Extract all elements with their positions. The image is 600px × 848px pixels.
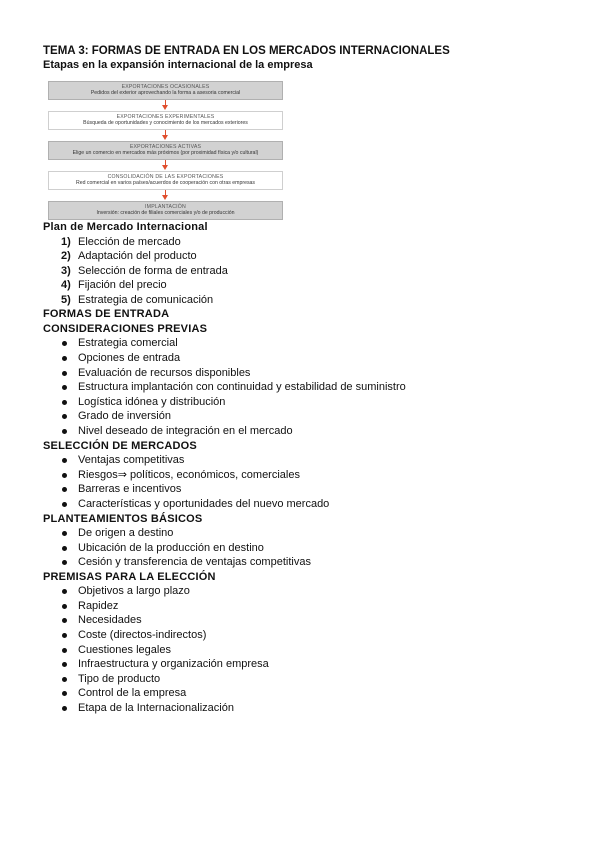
consideraciones-list [43,336,563,438]
list-item: Ventajas competitivas [43,453,563,468]
list-item: Rapidez [43,599,563,614]
stage-description: Red comercial en varios países/acuerdos de cooperación con otras empresas [75,180,256,186]
planteamientos-list [43,526,563,570]
expansion-stages-diagram [48,81,285,220]
stage-name: IMPLANTACIÓN [145,204,186,210]
list-item [43,278,563,293]
stage-description: Elige un comercio en mercados más próximos (por proximidad física y/o cultural) [72,150,259,156]
stage-name: CONSOLIDACIÓN DE LAS EXPORTACIONES [107,174,224,180]
plan-heading: Plan de Mercado Internacional [43,221,208,233]
document-title: TEMA 3: FORMAS DE ENTRADA EN LOS MERCADOS INTERNACIONALES [43,45,450,57]
stage-box [48,81,283,100]
list-item [43,249,563,264]
list-item [43,264,563,279]
list-item: Ubicación de la producción en destino [43,541,563,556]
stage-description: Inversión: creación de filiales comerciales y/o de producción [96,210,235,216]
list-item: Riesgos⇒ políticos, económicos, comerciales [43,468,563,483]
list-item: Tipo de producto [43,672,563,687]
premisas-heading: PREMISAS PARA LA ELECCIÓN [43,570,216,583]
list-item: Barreras e incentivos [43,482,563,497]
down-arrow-icon [48,160,285,171]
list-item: Cuestiones legales [43,643,563,658]
list-item: Opciones de entrada [43,351,563,366]
list-item: Nivel deseado de integración en el mercado [43,424,563,439]
list-item: Infraestructura y organización empresa [43,657,563,672]
list-item: Evaluación de recursos disponibles [43,366,563,381]
planteamientos-heading: PLANTEAMIENTOS BÁSICOS [43,512,203,525]
list-item: De origen a destino [43,526,563,541]
list-item: Logística idónea y distribución [43,395,563,410]
stage-description: Búsqueda de oportunidades y conocimiento de los mercados exteriores [83,120,248,126]
stage-box [48,201,283,220]
list-item: Características y oportunidades del nuevo mercado [43,497,563,512]
list-number: 1) [61,235,71,248]
stage-box [48,171,283,190]
stage-name: EXPORTACIONES ACTIVAS [129,144,202,150]
stage-name: EXPORTACIONES EXPERIMENTALES [116,114,215,120]
premisas-list [43,584,563,715]
down-arrow-icon [48,190,285,201]
list-item: Cesión y transferencia de ventajas competitivas [43,555,563,570]
formas-heading: FORMAS DE ENTRADA [43,308,170,321]
list-item [43,293,563,308]
list-text: Estrategia de comunicación [78,293,214,306]
list-item: Etapa de la Internacionalización [43,701,563,716]
stage-name: EXPORTACIONES OCASIONALES [121,84,210,90]
seleccion-list [43,453,563,511]
list-item [43,235,563,250]
stage-box [48,111,283,130]
seleccion-heading: SELECCIÓN DE MERCADOS [43,439,197,452]
document-page [43,44,563,716]
list-item: Estructura implantación con continuidad y estabilidad de suministro [43,380,563,395]
down-arrow-icon [48,130,285,141]
stage-box [48,141,283,160]
document-subtitle: Etapas en la expansión internacional de la empresa [43,59,313,71]
list-item: Control de la empresa [43,686,563,701]
down-arrow-icon [48,100,285,111]
list-item: Objetivos a largo plazo [43,584,563,599]
list-number: 2) [61,250,71,263]
stage-description: Pedidos del exterior aprovechando la forma a asesoria comercial [90,90,241,96]
consideraciones-heading: CONSIDERACIONES PREVIAS [43,322,208,335]
list-item: Necesidades [43,613,563,628]
list-item: Grado de inversión [43,409,563,424]
list-text: Elección de mercado [78,235,181,248]
list-number: 4) [61,279,71,292]
list-text: Fijación del precio [78,279,167,292]
list-text: Adaptación del producto [78,250,197,263]
list-item: Estrategia comercial [43,336,563,351]
list-number: 3) [61,264,71,277]
list-text: Selección de forma de entrada [78,264,228,277]
plan-list [43,235,563,308]
list-number: 5) [61,293,71,306]
list-item: Coste (directos-indirectos) [43,628,563,643]
